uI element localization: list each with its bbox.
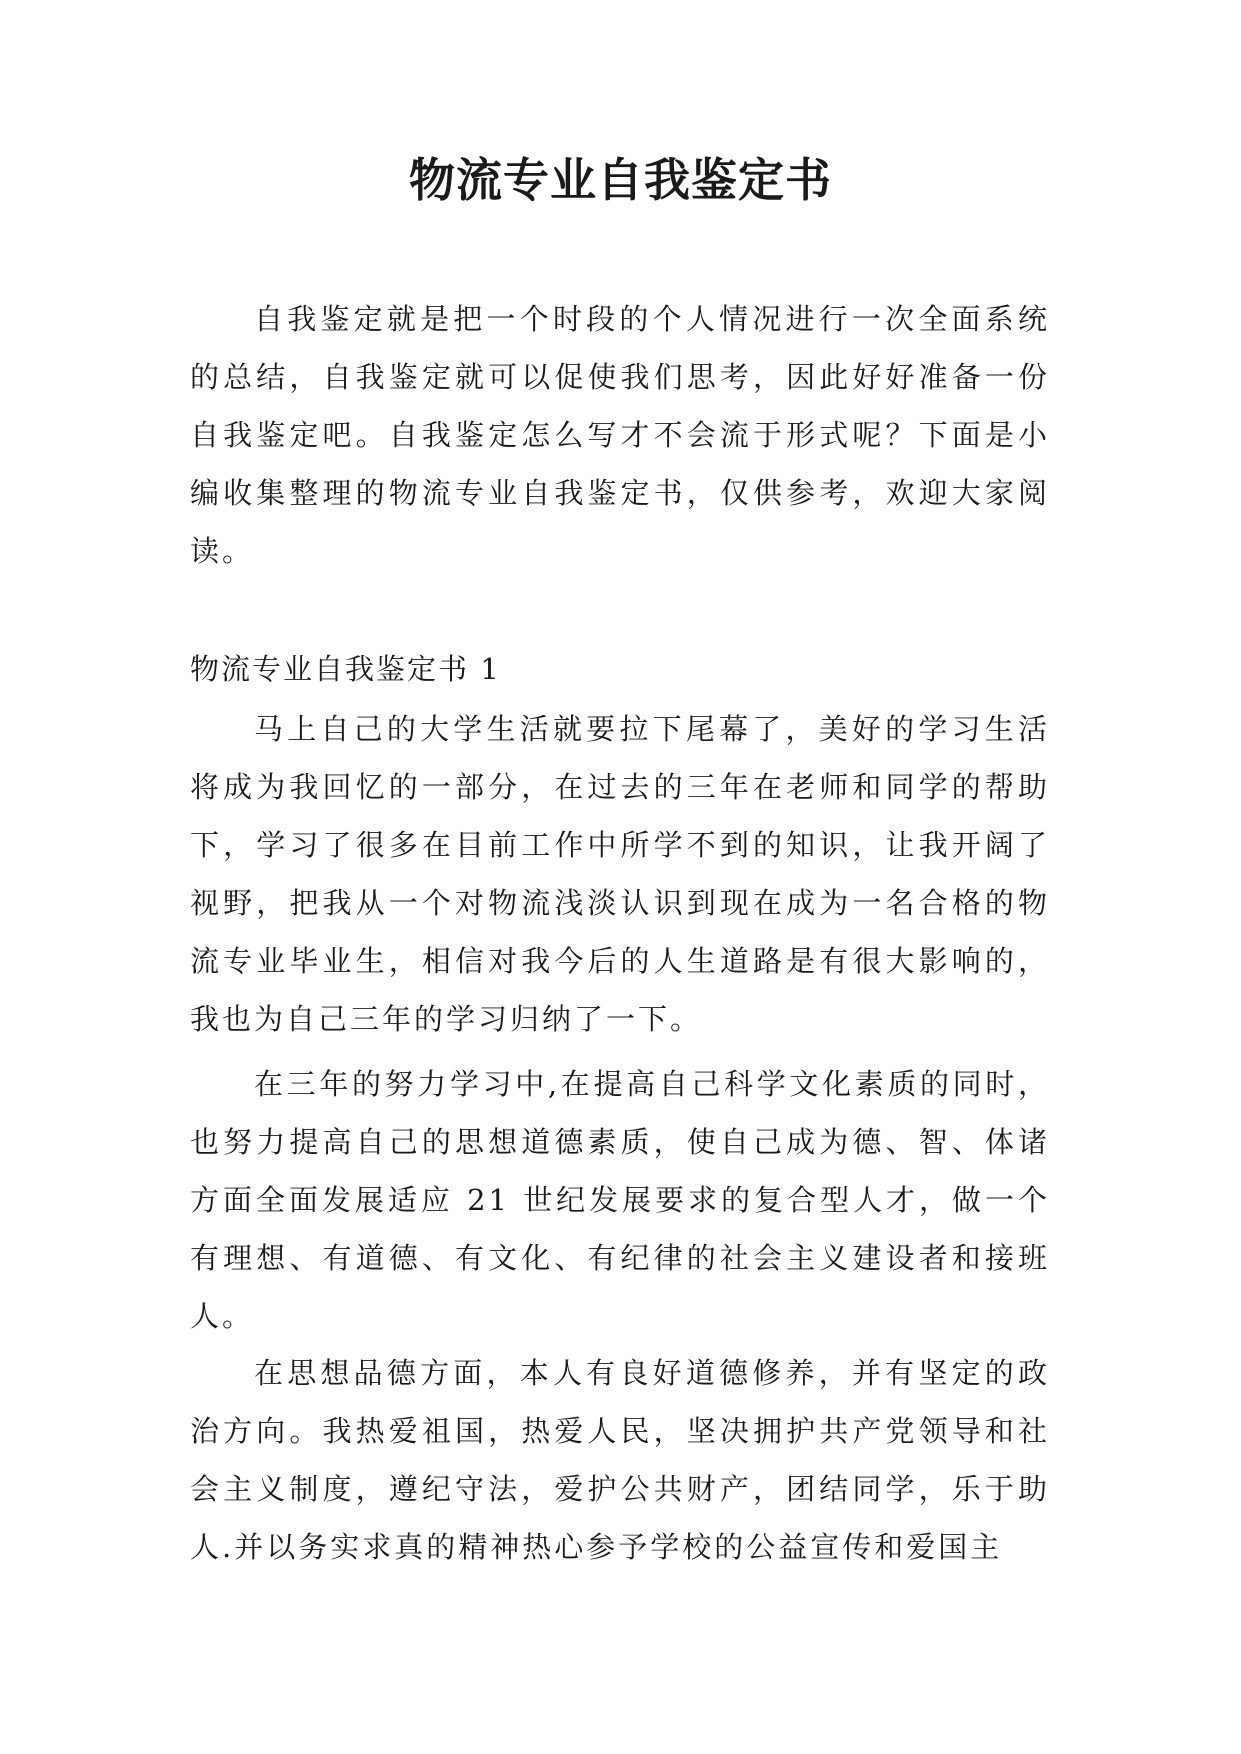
body-paragraph-2: 在三年的努力学习中,在提高自己科学文化素质的同时，也努力提高自己的思想道德素质，使自己成为德、智、体诸方面全面发展适应 21 世纪发展要求的复合型人才，做一个有理想、有道德、有文化、有纪律的社会主义建设者和接班人。 xyxy=(190,1067,1050,1333)
body-paragraph-1: 马上自己的大学生活就要拉下尾幕了，美好的学习生活将成为我回忆的一部分，在过去的三年在老师和同学的帮助下，学习了很多在目前工作中所学不到的知识，让我开阔了视野，把我从一个对物流浅淡认识到现在成为一名合格的物流专业毕业生，相信对我今后的人生道路是有很大影响的，我也为自己三年的学习归纳了一下。 xyxy=(190,712,1050,1036)
section-heading: 物流专业自我鉴定书 1 xyxy=(190,652,501,686)
document-title: 物流专业自我鉴定书 xyxy=(409,153,832,207)
intro-paragraph: 自我鉴定就是把一个时段的个人情况进行一次全面系统的总结，自我鉴定就可以促使我们思考，因此好好准备一份自我鉴定吧。自我鉴定怎么写才不会流于形式呢？下面是小编收集整理的物流专业自我鉴定书，仅供参考，欢迎大家阅读。 xyxy=(190,302,1050,568)
body-paragraph-3: 在思想品德方面，本人有良好道德修养，并有坚定的政治方向。我热爱祖国，热爱人民，坚决拥护共产党领导和社会主义制度，遵纪守法，爱护公共财产，团结同学，乐于助人.并以务实求真的精神热心参予学校的公益宣传和爱国主 xyxy=(190,1356,1050,1564)
